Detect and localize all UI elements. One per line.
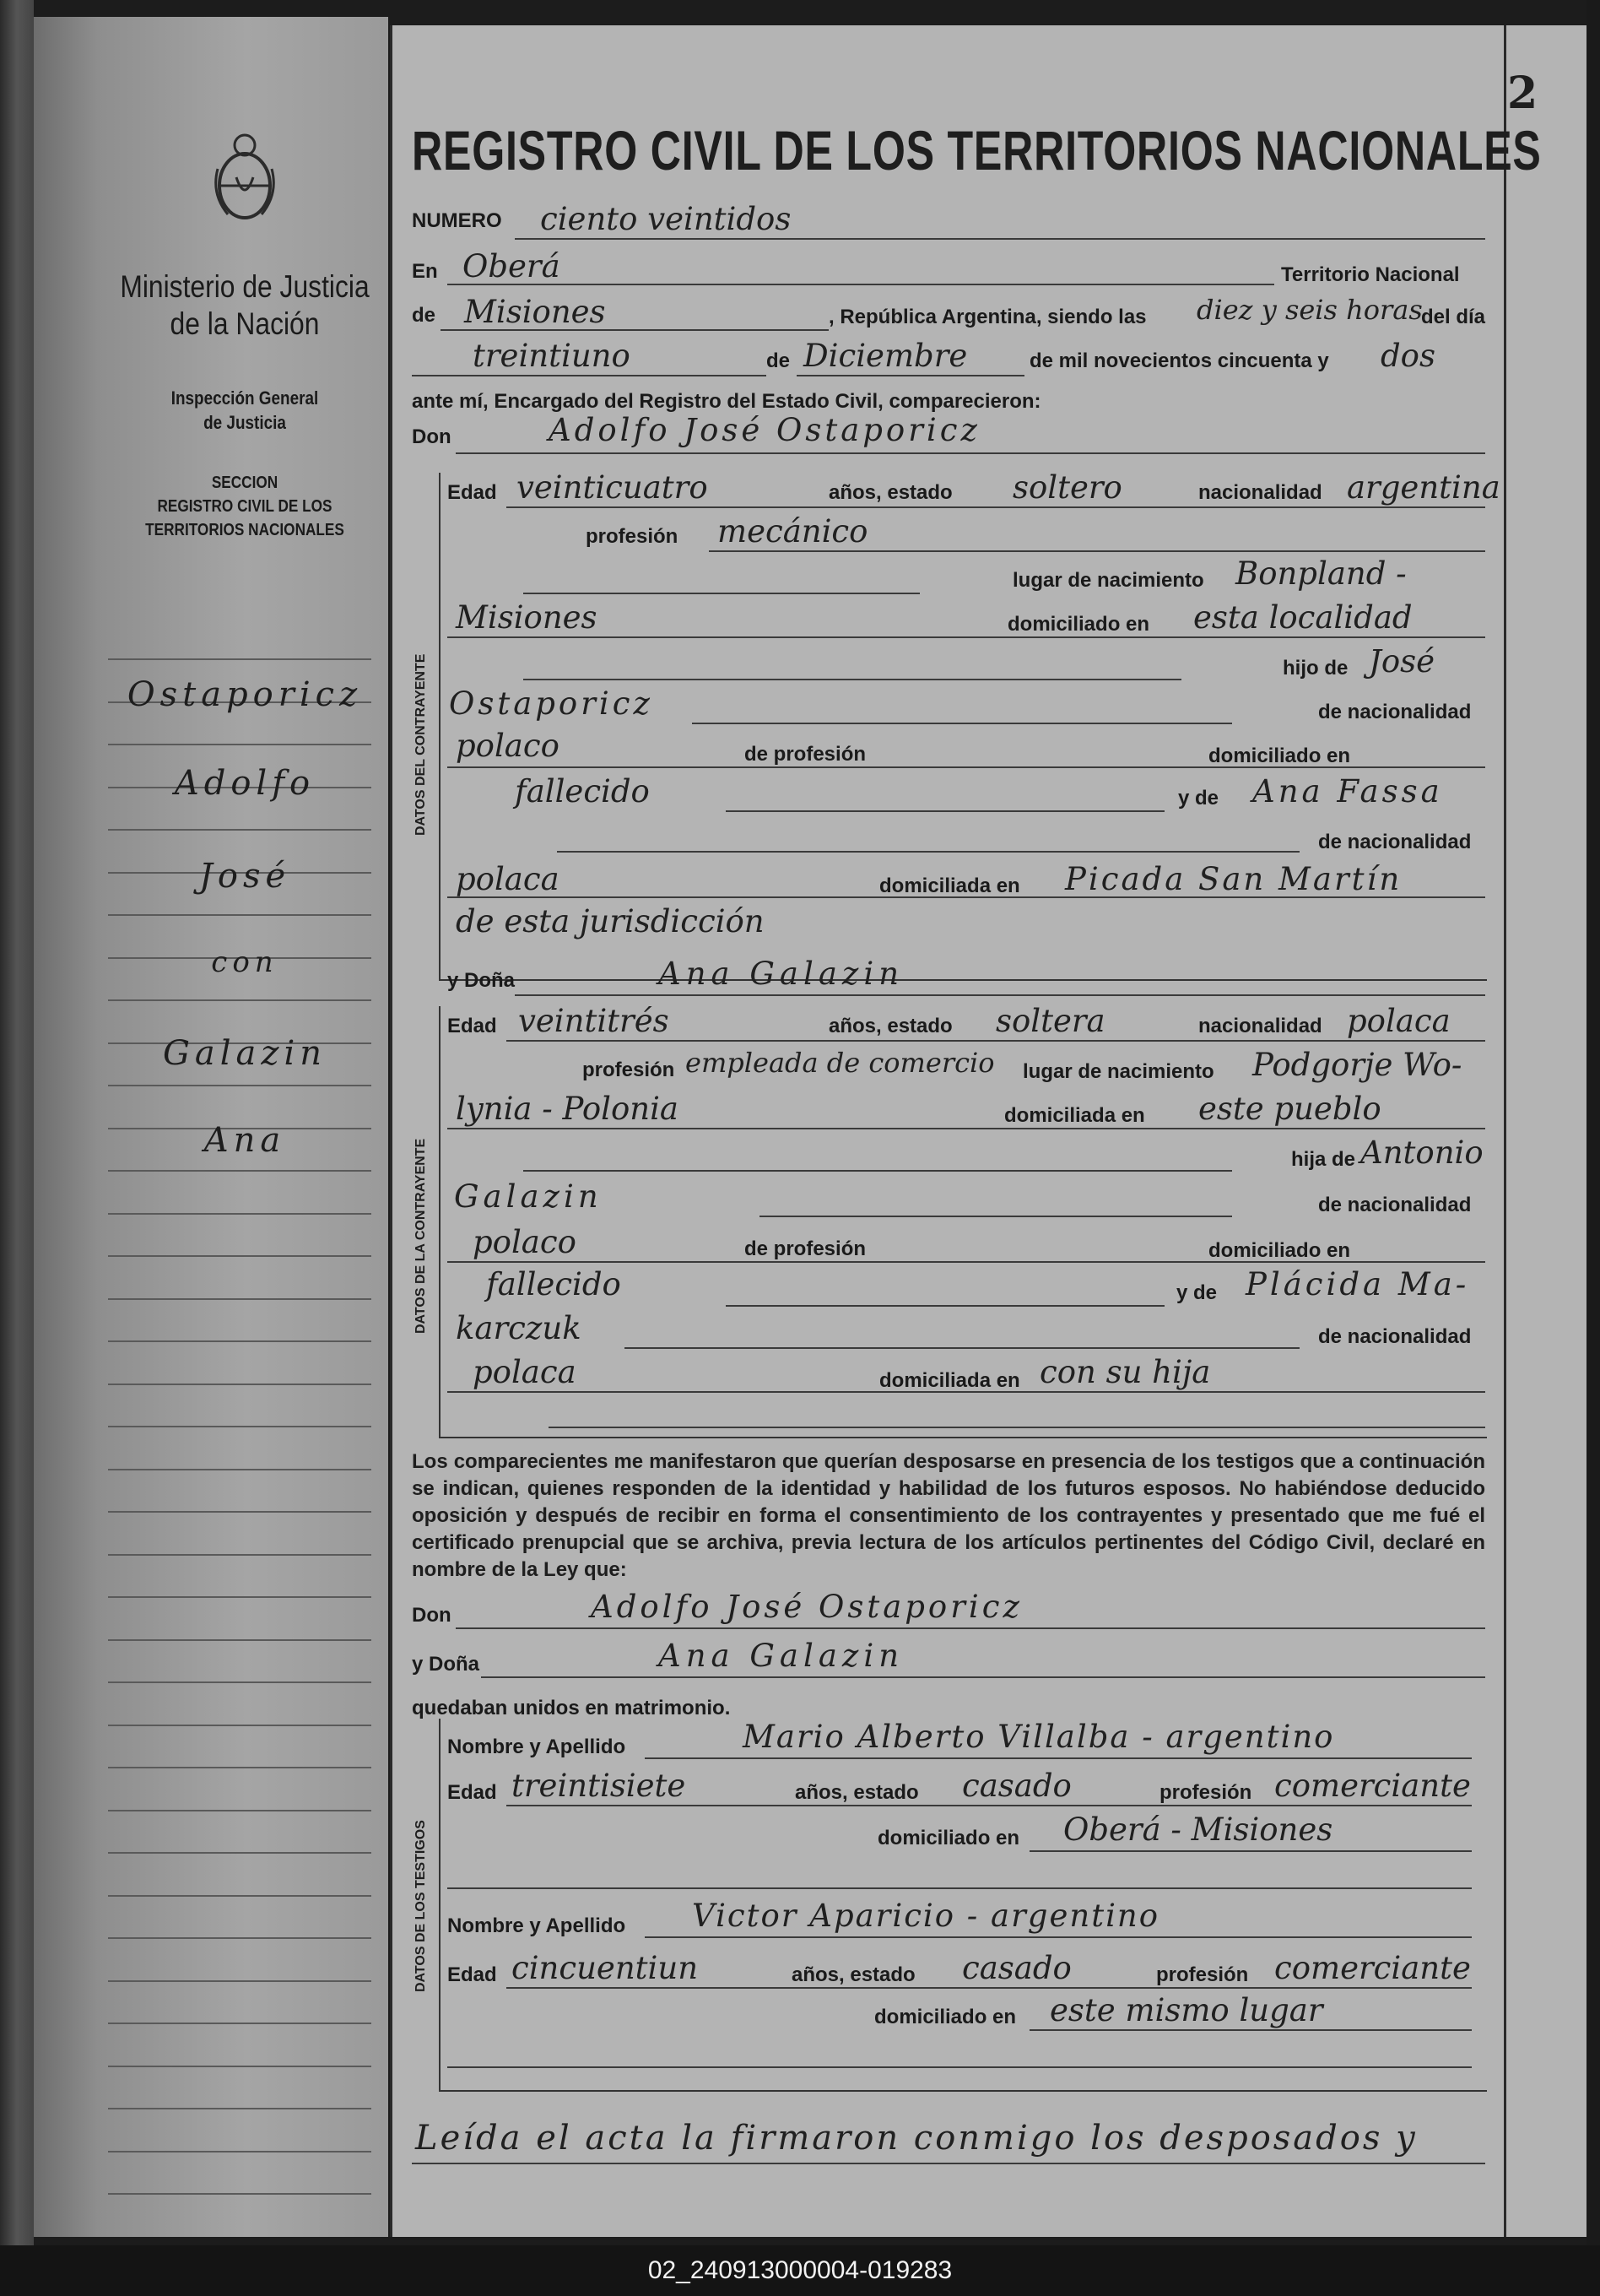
ministry-heading: Ministerio de Justicia de la Nación [120,269,370,341]
c-lugar-label: lugar de nacimiento [1013,569,1204,592]
t1-nombre-line [645,1757,1472,1759]
territorio-label: Territorio Nacional [1281,263,1460,286]
c-hijo-label: hijo de [1283,657,1349,680]
form-title: REGISTRO CIVIL DE LOS TERRITORIOS NACIONALES [412,119,1542,181]
c-domic-value: esta localidad [1193,599,1413,636]
t1-nombre-value: Mario Alberto Villalba - argentino [743,1719,1335,1755]
f-madre-line [726,1305,1165,1307]
margin-firstname: Adolfo [174,764,316,803]
f-y-de-label: y de [1176,1281,1218,1304]
f-madre-domic-label: domiciliada en [879,1369,1020,1392]
margin-rule-line [108,1554,371,1556]
f-hija-blank-line [523,1170,1232,1172]
margin-rule-line [108,744,371,745]
margin-rule-line [108,1213,371,1215]
t1-edad-value: treintisiete [511,1768,686,1804]
t2-edad-line [506,1987,1472,1989]
f-hija-label: hija de [1291,1148,1356,1171]
margin-rule-line [108,1426,371,1427]
de-label: de [412,304,436,327]
f-madre-nac: polaca [473,1354,576,1390]
c-padre-apellido: Ostaporicz [449,685,653,722]
t1-domic-label: domiciliado en [878,1827,1020,1849]
f-padre-nac-label: de nacionalidad [1318,1194,1472,1216]
t1-prof-label: profesión [1159,1781,1252,1804]
margin-rule-line [108,914,371,916]
margin-middlename: José [198,857,291,896]
body-paragraph: Los comparecientes me manifestaron que querían desposarse en presencia de los testigos que a continuación se indican, quienes responden de la identidad y habilidad de los futuros esposos. No habiéndose deducido oposición y después de recibir en forma el consentimiento de los contrayentes y presentado que me fué el certificado prenupcial que se archiva, previa lectura de los artículos pertinentes del Código Civil, declaré en nombre de la Ley que: [412,1450,1485,1581]
margin-rule-line [108,1340,371,1342]
de2-label: de [766,349,791,372]
c-madre-domic: Picada San Martín [1065,861,1403,897]
t2-edad-value: cincuentiun [511,1950,699,1986]
margin-con: con [211,945,278,979]
t1-edad-label: Edad [447,1781,497,1804]
margin-rule-line [108,1085,371,1086]
c-edad-label: Edad [447,481,497,504]
t2-prof-value: comerciante [1274,1950,1471,1986]
c-madre-domic-line [447,896,1485,898]
mes-line [797,375,1024,376]
margin-rule-line [108,1384,371,1385]
c-estado-value: soltero [1013,469,1122,506]
c-nac-value: argentina [1347,469,1500,506]
f-edad-value: veintitrés [518,1003,669,1039]
c-padre-prof-line [447,766,1485,768]
f-edad-label: Edad [447,1015,497,1037]
c-nac-label: nacionalidad [1198,481,1322,504]
f-padre-apellido: Galazin [454,1178,603,1215]
seccion-heading: SECCION REGISTRO CIVIL DE LOS TERRITORIOS NACIONALES [145,474,344,539]
decl-don-line [456,1627,1485,1629]
f-anios-label: años, estado [829,1015,953,1037]
page-number: 2 [1507,68,1538,119]
margin-rule-line [108,1511,371,1513]
national-crest-icon [211,127,278,228]
closing-text: Leída el acta la firmaron conmigo los desposados y [415,2119,1418,2158]
dia-line [412,375,766,376]
t2-estado-value: casado [962,1950,1072,1986]
f-padre-nombre: Antonio [1360,1134,1484,1171]
f-blank-line [549,1427,1485,1428]
testigos-side-label: DATOS DE LOS TESTIGOS [414,1820,428,1992]
en-label: En [412,260,438,283]
margin-rule-line [108,1767,371,1768]
margin-rule-line [108,2193,371,2195]
c-padre-line [692,723,1232,724]
margin-rule-line [108,829,371,831]
f-domic-line [447,1128,1485,1129]
t2-prof-label: profesión [1156,1963,1249,1986]
margin-bride-name: Ana [203,1121,286,1160]
margin-rule-line [108,1255,371,1257]
c-madre-nac: polaca [456,861,559,897]
c-anios-label: años, estado [829,481,953,504]
decl-dona-label: y Doña [412,1653,480,1676]
c-lugar-value2: Misiones [456,599,597,636]
c-madre-nombre: Ana Fassa [1252,773,1443,810]
dia-value: treintiuno [473,338,630,374]
margin-rule-line [108,1596,371,1598]
don-value: Adolfo José Ostaporicz [549,412,981,448]
dona-value: Ana Galazin [658,956,905,992]
f-domic-label: domiciliada en [1004,1104,1145,1127]
t2-edad-label: Edad [447,1963,497,1986]
c-prof-label: profesión [586,525,678,548]
f-lugar-label: lugar de nacimiento [1023,1060,1214,1083]
f-madre-domic-line [447,1391,1485,1393]
t2-nombre-label: Nombre y Apellido [447,1914,626,1937]
f-padre-domic-label: domiciliado en [1208,1239,1351,1262]
t2-blank-line [447,2066,1472,2068]
f-padre-nac: polaco [473,1224,576,1260]
margin-rule-line [108,1725,371,1726]
book-spine [0,0,34,2245]
margin-rule-line [108,2023,371,2024]
f-madre-nombre2: karczuk [456,1310,581,1346]
en-value: Oberá [462,248,560,284]
c-prof-line [709,550,1485,552]
t1-domic-value: Oberá - Misiones [1063,1811,1333,1848]
f-edad-line [506,1040,1485,1042]
f-lugar-value: Podgorje Wo- [1252,1047,1462,1083]
decl-don-label: Don [412,1604,451,1627]
f-nac-value: polaca [1347,1003,1451,1039]
margin-rule-line [108,1298,371,1300]
margin-rule-line [108,2108,371,2109]
t2-anios-label: años, estado [792,1963,916,1986]
c-hijo-blank-line [523,679,1181,680]
f-padre-prof-label: de profesión [744,1237,867,1260]
t2-domic-line [1030,2029,1472,2031]
decl-dona-value: Ana Galazin [658,1638,905,1674]
c-prof-value: mecánico [717,513,868,550]
de-value: Misiones [464,294,606,330]
f-estado-value: soltera [996,1003,1105,1039]
c-padre-nac: polaco [456,728,559,764]
c-madre-nac-label: de nacionalidad [1318,831,1472,853]
t2-domic-value: este mismo lugar [1050,1992,1323,2028]
margin-rule-line [108,2066,371,2067]
c-edad-line [506,506,1485,508]
anio-value: dos [1381,338,1435,374]
t1-estado-value: casado [962,1768,1072,1804]
margin-rule-line [108,1895,371,1897]
book-edge [1586,0,1600,2245]
c-domic-label: domiciliado en [1008,613,1150,636]
t1-domic-line [1030,1850,1472,1852]
margin-rule-line [108,1170,371,1172]
f-madre-nac-label: de nacionalidad [1318,1325,1472,1348]
f-domic-value: este pueblo [1198,1091,1381,1127]
margin-rule-line [108,1980,371,1982]
f-prof-label: profesión [582,1059,675,1081]
hora-value: diez y seis horas [1197,294,1423,326]
f-lugar-value2: lynia - Polonia [456,1091,678,1127]
c-padre-nac-label: de nacionalidad [1318,701,1472,723]
don-label: Don [412,425,451,448]
margin-rule-line [108,2151,371,2152]
margin-rule-line [108,1469,371,1470]
en-line [447,284,1274,285]
margin-rule-line [108,658,371,660]
decl-don-value: Adolfo José Ostaporicz [591,1589,1023,1625]
numero-line [515,238,1485,240]
numero-label: NUMERO [412,209,502,232]
margin-rule-line [108,1852,371,1854]
f-madre-nombre: Plácida Ma- [1246,1266,1470,1302]
t2-domic-label: domiciliado en [874,2006,1017,2028]
c-blank-line [523,593,920,594]
scan-footer-id: 02_240913000004-019283 [0,2245,1600,2296]
t2-nombre-value: Victor Aparicio - argentino [692,1898,1160,1934]
c-padre-nombre: José [1369,643,1435,680]
f-prof-value: empleada de comercio [685,1047,995,1079]
don-line [456,452,1485,454]
ante-label: ante mí, Encargado del Registro del Estado Civil, comparecieron: [412,390,1041,413]
c-madre-domic-label: domiciliada en [879,875,1020,897]
dona-label: y Doña [447,969,516,992]
margin-surname: Ostaporicz [127,675,363,714]
contrayente-f-side-label: DATOS DE LA CONTRAYENTE [414,1138,428,1334]
c-y-de-label: y de [1178,787,1219,810]
form-right-border [1504,25,1506,2237]
t1-anios-label: años, estado [795,1781,919,1804]
margin-rule-line [108,1937,371,1939]
c-padre-estado: fallecido [515,773,650,810]
anio-label: de mil novecientos cincuenta y [1030,349,1329,372]
c-madre-line [726,810,1165,812]
closing-line [412,2163,1485,2164]
t1-nombre-label: Nombre y Apellido [447,1736,626,1758]
t1-edad-line [506,1805,1472,1806]
margin-rule-line [108,1681,371,1683]
c-madre-nac-line [557,851,1300,853]
margin-rule-line [108,1639,371,1641]
dona-line [515,994,1485,996]
numero-value: ciento veintidos [540,201,792,237]
inspeccion-heading: Inspección General de Justicia [170,387,319,433]
c-lugar-value: Bonpland - [1235,555,1407,592]
f-padre-line [759,1216,1232,1217]
f-padre-estado: fallecido [486,1266,621,1302]
f-nac-label: nacionalidad [1198,1015,1322,1037]
margin-bride-surname: Galazin [162,1034,327,1073]
unidos-text: quedaban unidos en matrimonio. [412,1697,731,1719]
margin-rule-line [108,999,371,1001]
t1-blank-line [447,1887,1472,1889]
republica-label: , República Argentina, siendo las [829,306,1147,328]
t1-prof-value: comerciante [1274,1768,1471,1804]
contrayente-side-label: DATOS DEL CONTRAYENTE [414,653,428,836]
f-madre-domic: con su hija [1040,1354,1211,1390]
c-padre-prof-label: de profesión [744,743,867,766]
del-dia-label: del día [1421,306,1486,328]
c-domic-line [447,636,1485,638]
mes-value: Diciembre [803,338,968,374]
t2-nombre-line [645,1936,1472,1938]
f-madre-nac-line [624,1347,1300,1349]
decl-dona-line [481,1676,1485,1678]
margin-rule-line [108,1810,371,1811]
c-padre-domic-label: domiciliado en [1208,745,1351,767]
c-madre-domic2: de esta jurisdicción [456,903,765,940]
f-padre-prof-line [447,1261,1485,1263]
c-edad-value: veinticuatro [516,469,708,506]
